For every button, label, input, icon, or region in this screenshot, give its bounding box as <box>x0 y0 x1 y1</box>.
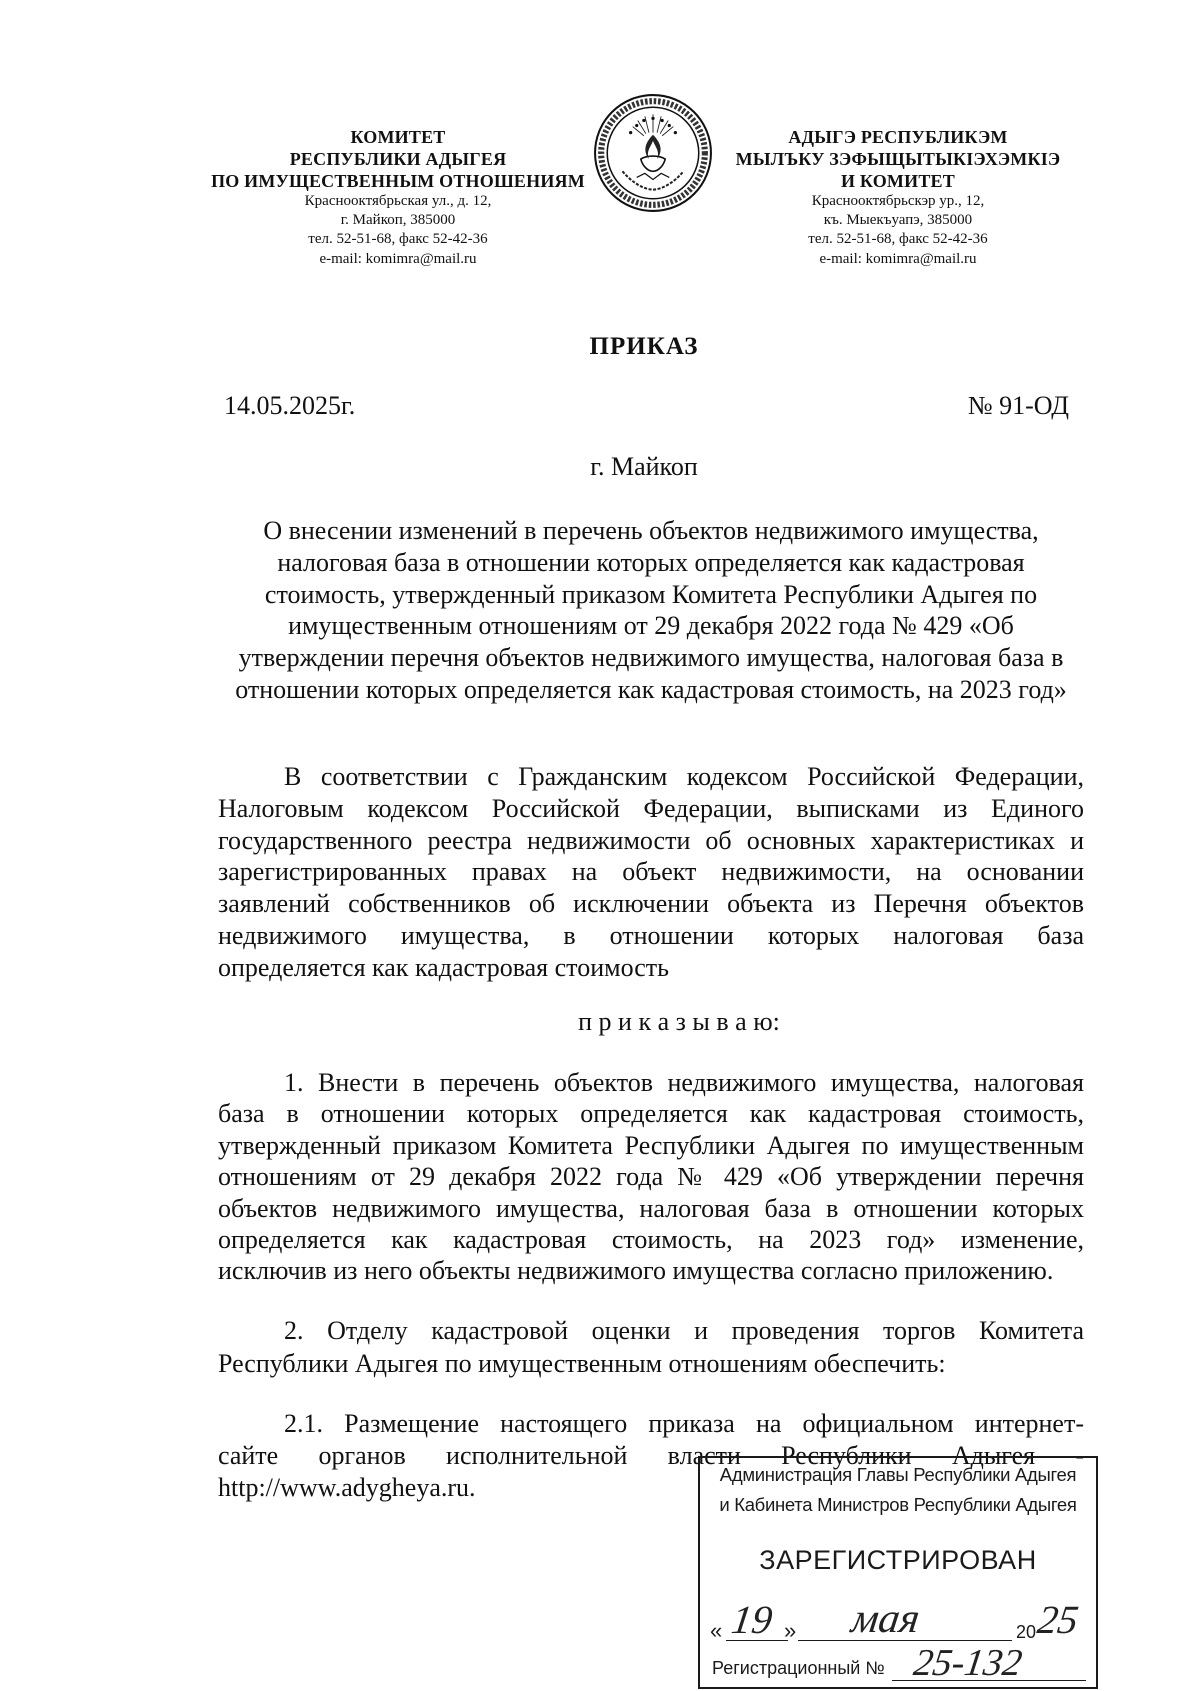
committee-title-line-adyghe: МЫЛЪКУ ЗЭФЫЩЫТЫКIЭХЭМКIЭ <box>735 149 1061 169</box>
committee-title-line: КОМИТЕТ <box>350 127 446 147</box>
item-2-1-line: http://www.adygheya.ru. <box>218 1473 476 1502</box>
document-place: г. Майкоп <box>590 452 698 481</box>
stamp-status: ЗАРЕГИСТРИРОВАН <box>759 1545 1037 1575</box>
item-2-line: 2. Отделу кадастровой оценки и проведения торгов Комитета <box>284 1316 1084 1345</box>
committee-email-adyghe: e-mail: komimra@mail.ru <box>819 250 977 267</box>
item-2-1-line: 2.1. Размещение настоящего приказа на официальном интернет- <box>284 1409 1084 1438</box>
committee-title-line-adyghe: АДЫГЭ РЕСПУБЛИКЭМ <box>788 127 1008 147</box>
stamp-org-line-2: и Кабинета Министров Республики Адыгея <box>719 1494 1077 1515</box>
stamp-quote-close: » <box>784 1618 797 1643</box>
document-number: № 91-ОД <box>967 391 1069 420</box>
stamp-month-handwritten: мая <box>848 1596 923 1642</box>
committee-phone-adyghe: тел. 52-51-68, факс 52-42-36 <box>808 231 988 248</box>
subject-line: имущественным отношениям от 29 декабря 2022 года № 429 «Об <box>288 611 1014 641</box>
stamp-registration-label: Регистрационный № <box>712 1658 885 1678</box>
committee-title-line: РЕСПУБЛИКИ АДЫГЕЯ <box>289 149 507 169</box>
stamp-year-prefix: 20 <box>1016 1622 1037 1642</box>
stamp-registration-number-handwritten: 25-132 <box>911 1642 1025 1684</box>
preamble-line: государственного реестра недвижимости об основных характеристиках и <box>218 825 1084 855</box>
subject-line: стоимость, утвержденный приказом Комитета Республики Адыгея по <box>264 579 1038 609</box>
item-1-line: исключив из него объекты недвижимого имущества согласно приложению. <box>218 1256 1054 1286</box>
committee-title-line-adyghe: И КОМИТЕТ <box>841 171 955 191</box>
stamp-registration-row <box>700 1642 1096 1686</box>
item-1-line: объектов недвижимого имущества, налоговая база в отношении которых <box>218 1193 1084 1223</box>
stamp-quote-open: « <box>710 1618 723 1643</box>
stamp-org-line-1: Администрация Главы Республики Адыгея <box>719 1464 1077 1485</box>
committee-city: г. Майкоп, 385000 <box>340 212 456 229</box>
document-type-title: ПРИКАЗ <box>589 333 699 360</box>
order-word: п р и к а з ы в а ю: <box>578 1007 780 1036</box>
item-1-line: утвержденный приказом Комитета Республики Адыгея по имущественным <box>218 1130 1084 1160</box>
order-item-2 <box>218 1315 1084 1380</box>
preamble-line: Налоговым кодексом Российской Федерации, выписками из Единого <box>218 793 1084 823</box>
preamble-line: определяется как кадастровая стоимость <box>218 952 669 982</box>
committee-address-adyghe: Краснооктябрьскэр ур., 12, <box>811 193 985 209</box>
header-right-block <box>698 126 1098 269</box>
committee-city-adyghe: къ. Мыекъуапэ, 385000 <box>823 212 973 229</box>
committee-email: e-mail: komimra@mail.ru <box>319 250 477 267</box>
header-left-block <box>188 126 608 269</box>
preamble-line: зарегистрированных правах на объект недвижимости, на основании <box>218 857 1084 887</box>
preamble-line: заявлений собственников об исключении объекта из Перечня объектов <box>218 889 1084 919</box>
item-2-1-line: сайте органов исполнительной власти Республики Адыгея - <box>218 1441 1084 1470</box>
subject-line: отношении которых определяется как кадастровая стоимость, на 2023 год» <box>235 674 1067 704</box>
preamble-line: недвижимого имущества, в отношении которых налоговая база <box>218 920 1084 950</box>
item-1-line: база в отношении которых определяется как кадастровая стоимость, <box>218 1099 1084 1129</box>
item-1-line: определяется как кадастровая стоимость, на 2023 год» изменение, <box>218 1225 1084 1255</box>
subject-line: О внесении изменений в перечень объектов недвижимого имущества, <box>263 516 1039 545</box>
subject-line: налоговая база в отношении которых определяется как кадастровая <box>277 547 1025 577</box>
committee-phone: тел. 52-51-68, факс 52-42-36 <box>308 231 488 248</box>
stamp-day-handwritten: 19 <box>728 1597 776 1642</box>
registration-stamp <box>698 1456 1098 1689</box>
stamp-date-row <box>700 1596 1096 1650</box>
item-2-line: Республики Адыгея по имущественным отношениям обеспечить: <box>218 1348 946 1378</box>
preamble-line: В соответствии с Гражданским кодексом Российской Федерации, <box>284 762 1084 791</box>
subject-line: утверждении перечня объектов недвижимого имущества, налоговая база в <box>238 643 1064 673</box>
coat-of-arms-icon <box>592 92 714 214</box>
stamp-year-handwritten: 25 <box>1034 1597 1082 1642</box>
document-subject <box>218 515 1084 706</box>
document-date: 14.05.2025г. <box>224 391 356 420</box>
item-1-line: отношениям от 29 декабря 2022 года № 429 «Об утверждении перечня <box>218 1162 1084 1192</box>
order-item-1 <box>218 1067 1084 1287</box>
preamble-paragraph <box>218 761 1084 984</box>
committee-title-line: ПО ИМУЩЕСТВЕННЫМ ОТНОШЕНИЯМ <box>211 171 585 191</box>
item-1-line: 1. Внести в перечень объектов недвижимого имущества, налоговая <box>284 1068 1084 1097</box>
committee-address: Краснооктябрьская ул., д. 12, <box>304 193 492 209</box>
